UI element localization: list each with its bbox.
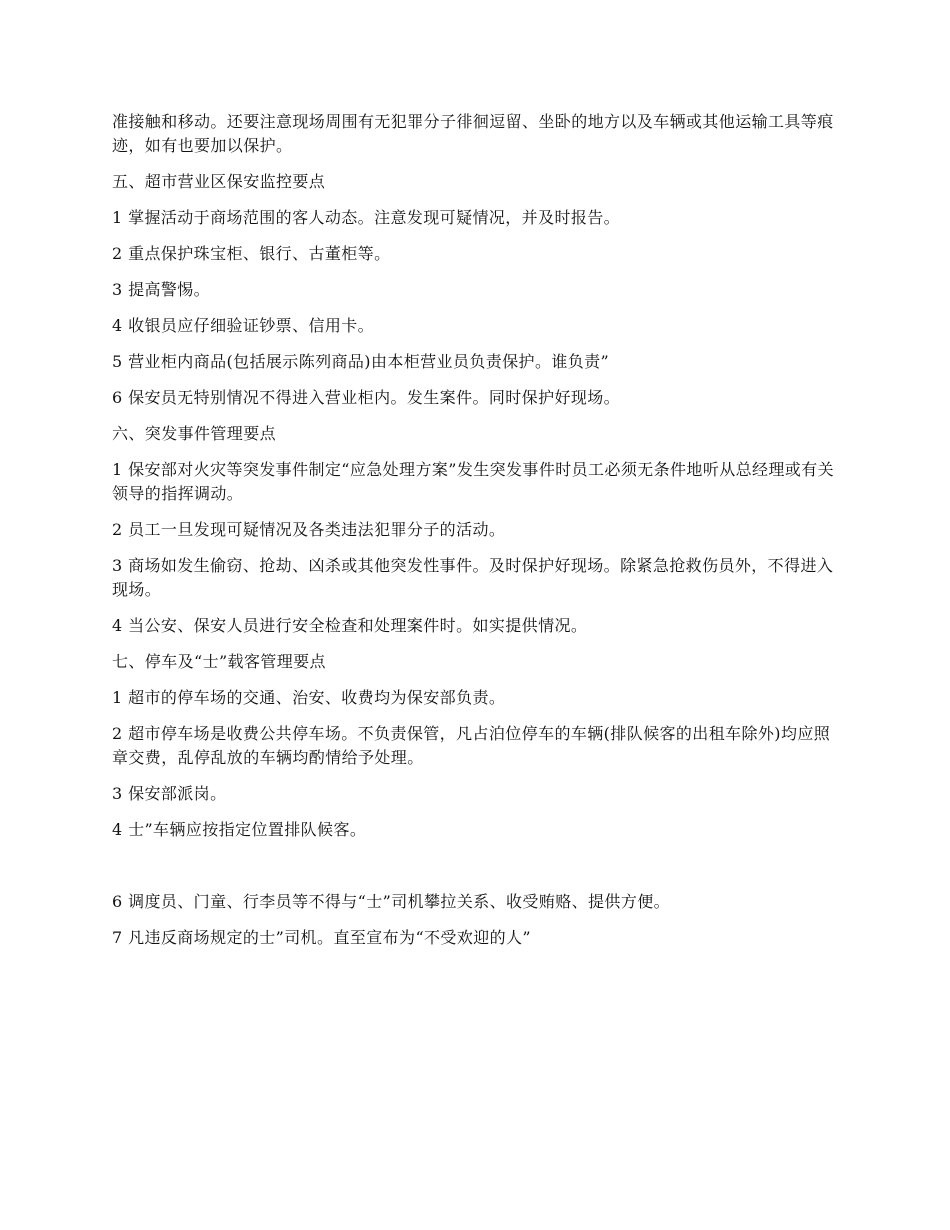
section-heading-5: 五、超市营业区保安监控要点: [112, 172, 326, 191]
list-item: 4 士”车辆应按指定位置排队候客。: [112, 820, 367, 839]
blank-gap: [112, 854, 840, 890]
list-item: 6 调度员、门童、行李员等不得与“士”司机攀拉关系、收受贿赂、提供方便。: [112, 892, 671, 911]
section-heading-7: 七、停车及“士”载客管理要点: [112, 652, 326, 671]
list-item: 1 保安部对火灾等突发事件制定“应急处理方案”发生突发事件时员工必须无条件地听从总经理或有关领导的指挥调动。: [112, 460, 835, 503]
list-item: 7 凡违反商场规定的士”司机。直至宣布为“不受欢迎的人”: [112, 928, 532, 947]
list-item: 3 提高警惕。: [112, 280, 211, 299]
list-item: 2 超市停车场是收费公共停车场。不负责保管，凡占泊位停车的车辆(排队候客的出租车除外)均应照章交费，乱停乱放的车辆均酌情给予处理。: [112, 724, 831, 767]
list-item: 5 营业柜内商品(包括展示陈列商品)由本柜营业员负责保护。谁负责”: [112, 352, 610, 371]
list-item: 2 重点保护珠宝柜、银行、古董柜等。: [112, 244, 391, 263]
list-item: 3 保安部派岗。: [112, 784, 227, 803]
list-item: 4 当公安、保安人员进行安全检查和处理案件时。如实提供情况。: [112, 616, 588, 635]
list-item: 4 收银员应仔细验证钞票、信用卡。: [112, 316, 375, 335]
paragraph-continuation: 准接触和移动。还要注意现场周围有无犯罪分子徘徊逗留、坐卧的地方以及车辆或其他运输工具等痕迹，如有也要加以保护。: [112, 112, 834, 155]
list-item: 1 掌握活动于商场范围的客人动态。注意发现可疑情况，并及时报告。: [112, 208, 621, 227]
list-item: 6 保安员无特别情况不得进入营业柜内。发生案件。同时保护好现场。: [112, 388, 621, 407]
document-body: [112, 110, 840, 962]
list-item: 3 商场如发生偷窃、抢劫、凶杀或其他突发性事件。及时保护好现场。除紧急抢救伤员外，不得进入现场。: [112, 556, 834, 599]
list-item: 2 员工一旦发现可疑情况及各类违法犯罪分子的活动。: [112, 520, 506, 539]
list-item: 1 超市的停车场的交通、治安、收费均为保安部负责。: [112, 688, 506, 707]
section-heading-6: 六、突发事件管理要点: [112, 424, 277, 443]
